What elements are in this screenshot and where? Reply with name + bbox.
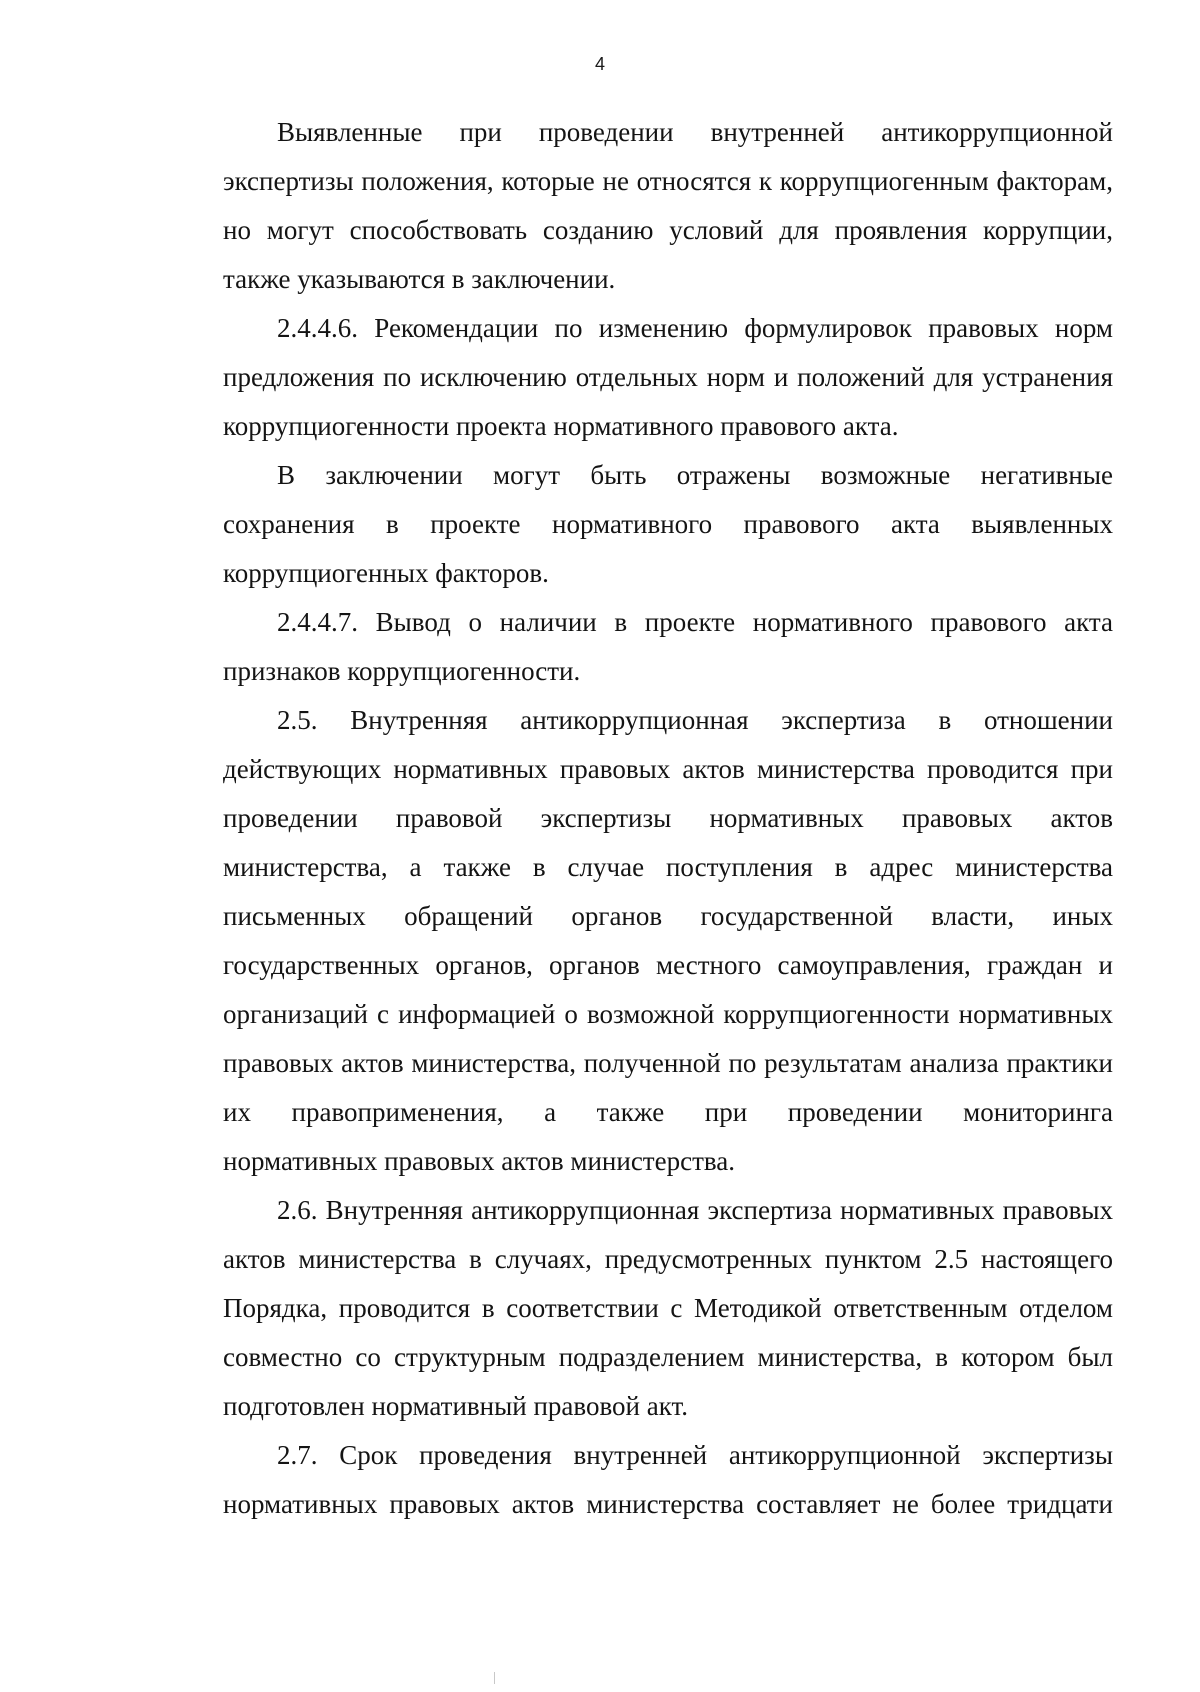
- text-line: 2.4.4.7. Вывод о наличии в проекте нормативного правового акта: [277, 607, 1113, 637]
- paragraph-2-7: [170, 1431, 1113, 1529]
- text-line: их правоприменения, а также при проведении мониторинга: [223, 1097, 1113, 1127]
- paragraph-2-4-4-6: [170, 304, 1113, 451]
- text-line: Выявленные при проведении внутренней антикоррупционной: [277, 117, 1113, 147]
- text-line: нормативных правовых актов министерства составляет не более тридцати: [223, 1489, 1113, 1519]
- paragraph-2-4-4-7: [170, 598, 1113, 696]
- text-line: действующих нормативных правовых актов министерства проводится при: [223, 754, 1113, 784]
- document-body: [170, 108, 1113, 1529]
- text-line: также указываются в заключении.: [223, 264, 616, 294]
- text-line: актов министерства в случаях, предусмотренных пунктом 2.5 настоящего: [223, 1244, 1113, 1274]
- text-line: министерства, а также в случае поступления в адрес министерства: [223, 852, 1113, 882]
- text-line: Порядка, проводится в соответствии с Методикой ответственным отделом: [223, 1293, 1113, 1323]
- text-line: государственных органов, органов местного самоуправления, граждан и: [223, 950, 1113, 980]
- text-line: предложения по исключению отдельных норм и положений для устранения: [223, 362, 1113, 392]
- paragraph-2-6: [170, 1186, 1113, 1431]
- text-line: правовых актов министерства, полученной по результатам анализа практики: [223, 1048, 1113, 1078]
- text-line: В заключении могут быть отражены возможные негативные: [277, 460, 1113, 490]
- text-line: 2.6. Внутренняя антикоррупционная экспертиза нормативных правовых: [277, 1195, 1113, 1225]
- text-line: но могут способствовать созданию условий для проявления коррупции,: [223, 215, 1113, 245]
- text-line: 2.5. Внутренняя антикоррупционная экспертиза в отношении: [277, 705, 1113, 735]
- text-line: подготовлен нормативный правовой акт.: [223, 1391, 688, 1421]
- text-line: проведении правовой экспертизы нормативных правовых актов: [223, 803, 1113, 833]
- text-line: 2.7. Срок проведения внутренней антикоррупционной экспертизы: [277, 1440, 1113, 1470]
- paragraph-conclusion-consequences: [170, 451, 1113, 598]
- text-line: совместно со структурным подразделением министерства, в котором был: [223, 1342, 1113, 1372]
- paragraph-2-5: [170, 696, 1113, 1186]
- text-line: 2.4.4.6. Рекомендации по изменению формулировок правовых норм: [277, 313, 1113, 343]
- text-line: признаков коррупциогенности.: [223, 656, 581, 686]
- paragraph-1: [170, 108, 1113, 304]
- text-line: экспертизы положения, которые не относятся к коррупциогенным факторам,: [223, 166, 1113, 196]
- text-line: письменных обращений органов государственной власти, иных: [223, 901, 1113, 931]
- text-line: коррупциогенности проекта нормативного правового акта.: [223, 411, 899, 441]
- page-number: 4: [594, 54, 605, 74]
- scan-mark: [494, 1672, 495, 1684]
- text-line: коррупциогенных факторов.: [223, 558, 549, 588]
- text-line: сохранения в проекте нормативного правового акта выявленных: [223, 509, 1113, 539]
- text-line: организаций с информацией о возможной коррупциогенности нормативных: [223, 999, 1113, 1029]
- text-line: нормативных правовых актов министерства.: [223, 1146, 735, 1176]
